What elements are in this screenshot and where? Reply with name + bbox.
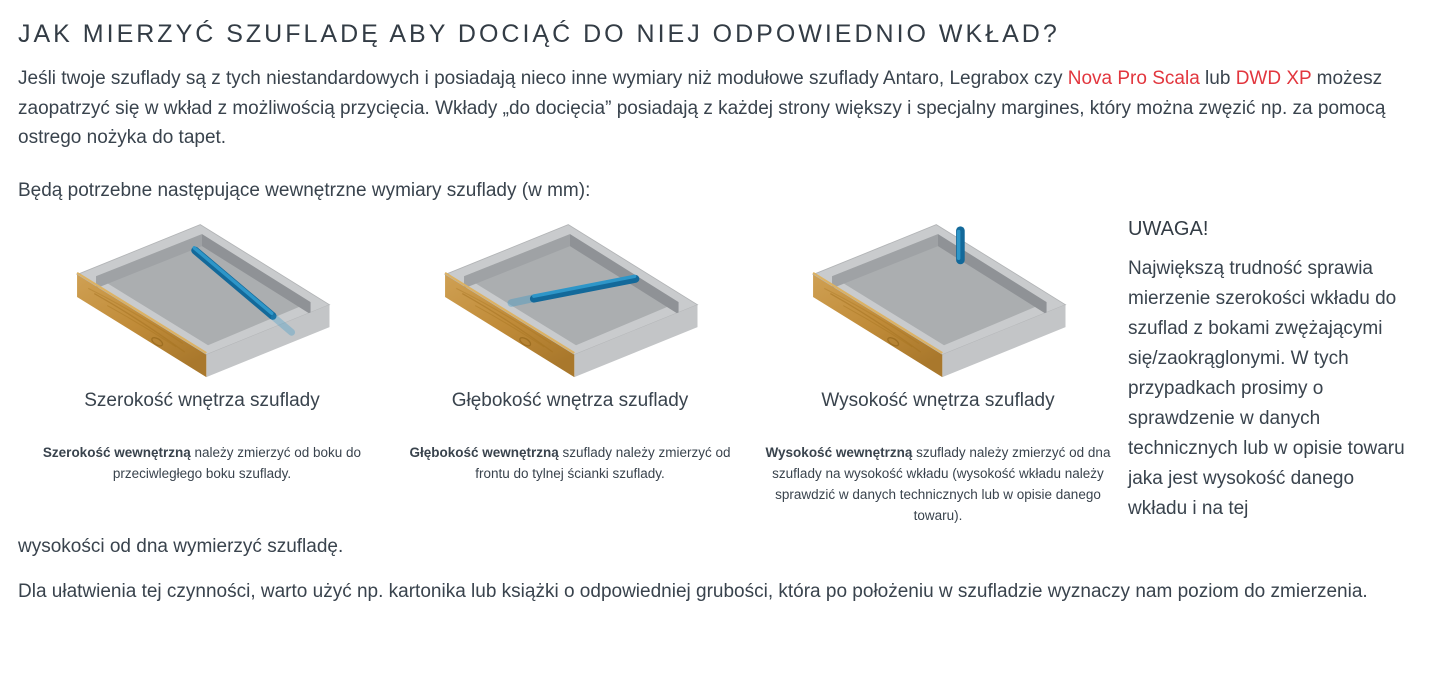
- figure-width-caption: Szerokość wnętrza szuflady: [84, 390, 320, 411]
- intro-text-2: lub: [1199, 68, 1236, 89]
- requirements-line: Będą potrzebne następujące wewnętrzne wymiary szuflady (w mm):: [18, 179, 591, 201]
- intro-text-3: możesz zaopatrzyć się w wkład z możliwością przycięcia. Wkłady „do docięcia” posiadają z każdej strony większy i specjalny margines, który można zwęzić np. za pomocą ostrego nożyka do tapet.: [18, 68, 1386, 148]
- link-dwd-xp[interactable]: DWD XP: [1235, 68, 1312, 89]
- warning-body: Największą trudność sprawia mierzenie szerokości wkładu do szuflad z bokami zwężającymi się/zaokrąglonymi. W tych przypadkach prosimy o sprawdzenie w danych technicznych lub w opisie towaru jaka jest wysokość danego wkładu i na tej: [1128, 258, 1405, 519]
- page-title: JAK MIERZYĆ SZUFLADĘ ABY DOCIĄĆ DO NIEJ ODPOWIEDNIO WKŁAD?: [18, 20, 1060, 48]
- warning-note: [1128, 216, 1406, 524]
- continuation-line: wysokości od dna wymierzyć szufladę.: [18, 536, 344, 557]
- figure-depth-desc-rest: szuflady należy zmierzyć od frontu do tylnej ścianki szuflady.: [475, 445, 731, 481]
- figure-width-description: [30, 442, 375, 484]
- figure-height: [754, 216, 1122, 526]
- drawer-body: [77, 225, 329, 377]
- closing-paragraph: Dla ułatwienia tej czynności, warto użyć np. kartonika lub książki o odpowiedniej grubości, która po położeniu w szufladzie wyznaczy nam poziom do zmierzenia.: [18, 580, 1368, 602]
- figures-row: [18, 216, 1417, 526]
- drawer-width-illustration: [42, 216, 362, 384]
- link-nova-pro-scala[interactable]: Nova Pro Scala: [1067, 68, 1200, 89]
- figure-width-desc-rest: należy zmierzyć od boku do przeciwległego boku szuflady.: [112, 445, 362, 481]
- figure-width: [18, 216, 386, 484]
- figure-height-caption: Wysokość wnętrza szuflady: [821, 390, 1055, 411]
- drawer-height-illustration: [778, 216, 1098, 384]
- figure-depth-description: [398, 442, 743, 484]
- drawer-depth-illustration: [410, 216, 730, 384]
- intro-text-1: Jeśli twoje szuflady są z tych niestandardowych i posiadają nieco inne wymiary niż modułowe szuflady Antaro, Legrabox czy: [18, 68, 1068, 89]
- figure-height-desc-bold: Wysokość wewnętrzną: [765, 445, 913, 460]
- figure-depth-caption: Głębokość wnętrza szuflady: [451, 390, 689, 411]
- drawer-body: [813, 225, 1065, 377]
- figure-depth-desc-bold: Głębokość wewnętrzną: [409, 445, 559, 460]
- figure-height-desc-rest: szuflady należy zmierzyć od dna szuflady na wysokość wkładu (wysokość wkładu należy sprawdzić w danych technicznych lub w opisie danego towaru).: [772, 445, 1111, 523]
- warning-heading: UWAGA!: [1128, 218, 1209, 240]
- intro-paragraph: [18, 64, 1416, 153]
- figure-depth: [386, 216, 754, 484]
- figure-height-description: [766, 442, 1111, 526]
- figure-width-desc-bold: Szerokość wewnętrzną: [42, 445, 191, 460]
- height-measure-bar-icon: [959, 231, 961, 260]
- drawer-body: [445, 225, 697, 377]
